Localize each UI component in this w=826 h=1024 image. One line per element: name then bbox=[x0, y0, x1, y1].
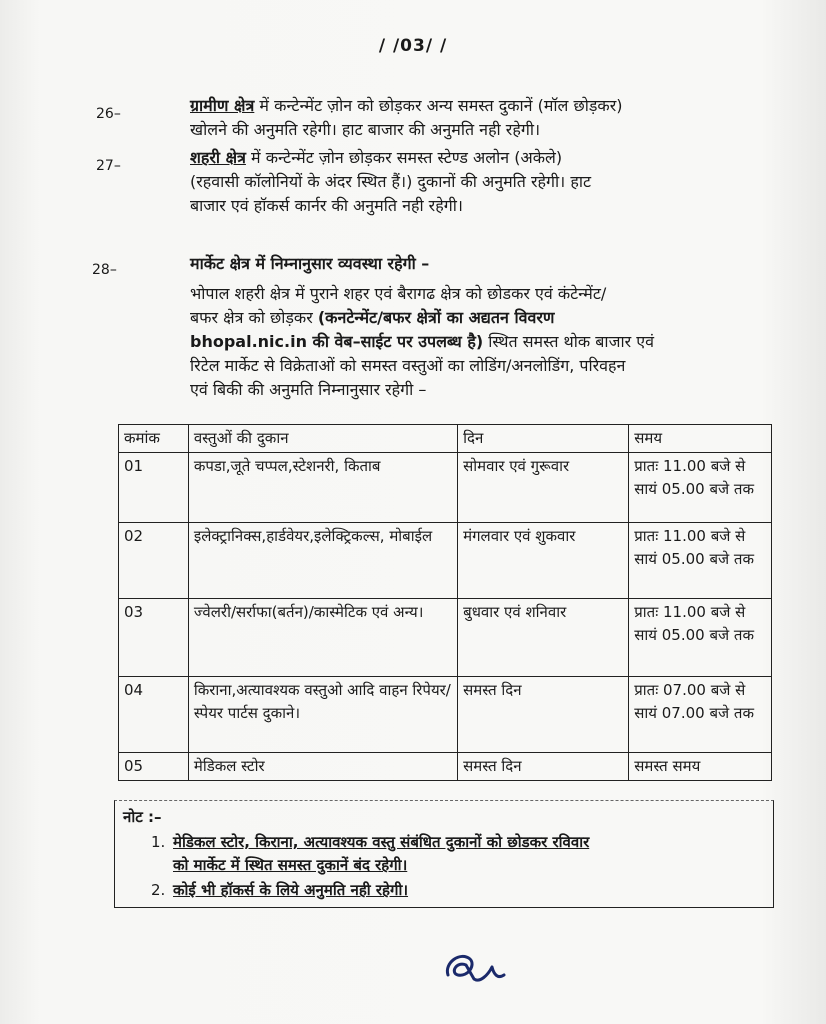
item-text: में कन्टेन्मेंट ज़ोन को छोड़कर अन्य समस्त दुकानें (मॉल छोड़कर) bbox=[254, 96, 623, 115]
item-text: बाजार एवं हॉकर्स कार्नर की अनुमति नही रहेगी। bbox=[190, 196, 463, 215]
column-header: दिन bbox=[458, 425, 629, 453]
item-text-bold: bhopal.nic.in की वेब–साईट पर उपलब्ध है) bbox=[190, 332, 484, 351]
item-text: (रहवासी कॉलोनियों के अंदर स्थित हैं।) दुकानों की अनुमति रहेगी। हाट bbox=[190, 172, 592, 191]
table-cell: सोमवार एवं गुरूवार bbox=[458, 453, 629, 523]
signature-icon bbox=[440, 945, 510, 990]
item-28-text bbox=[190, 252, 770, 402]
table-cell: 04 bbox=[119, 677, 189, 753]
column-header: समय bbox=[629, 425, 772, 453]
note-item-text: को मार्केट में स्थित समस्त दुकानें बंद रहेगी। bbox=[173, 856, 408, 874]
note-box bbox=[114, 800, 774, 908]
item-text: खोलने की अनुमति रहेगी। हाट बाजार की अनुमति नही रहेगी। bbox=[190, 120, 541, 139]
table-cell: ज्वेलरी/सर्राफा(बर्तन)/कास्मेटिक एवं अन्य। bbox=[188, 599, 457, 677]
item-text: भोपाल शहरी क्षेत्र में पुराने शहर एवं बैरागढ क्षेत्र को छोडकर एवं कंटेन्मेंट/ bbox=[190, 284, 607, 303]
note-item-text: मेडिकल स्टोर, किराना, अत्यावश्यक वस्तु संबंधित दुकानों को छोडकर रविवार bbox=[173, 833, 590, 851]
item-number: 27– bbox=[96, 158, 121, 174]
item-text: बफर क्षेत्र को छोड़कर bbox=[190, 308, 318, 327]
table-cell: 02 bbox=[119, 523, 189, 599]
note-title: नोट :– bbox=[123, 808, 162, 826]
item-lead: ग्रामीण क्षेत्र bbox=[190, 96, 255, 115]
table-row bbox=[119, 599, 772, 677]
table-cell: प्रातः 07.00 बजे से सायं 07.00 बजे तक bbox=[629, 677, 772, 753]
table-cell: 03 bbox=[119, 599, 189, 677]
table-header-row bbox=[119, 425, 772, 453]
table-cell: किराना,अत्यावश्यक वस्तुओ आदि वाहन रिपेयर/ स्पेयर पार्टस दुकाने। bbox=[188, 677, 457, 753]
note-item-number: 1. bbox=[151, 833, 166, 851]
market-schedule-table bbox=[118, 424, 772, 781]
table-cell: समस्त दिन bbox=[458, 677, 629, 753]
item-text: स्थित समस्त थोक बाजार एवं bbox=[483, 332, 654, 351]
table-cell: मेडिकल स्टोर bbox=[188, 753, 457, 781]
column-header: कमांक bbox=[119, 425, 189, 453]
table-cell: समस्त दिन bbox=[458, 753, 629, 781]
table-row bbox=[119, 453, 772, 523]
item-number: 28– bbox=[92, 262, 117, 278]
item-26-text bbox=[190, 94, 762, 142]
table-row bbox=[119, 677, 772, 753]
column-header: वस्तुओं की दुकान bbox=[188, 425, 457, 453]
item-27-text bbox=[190, 146, 762, 218]
item-number: 26– bbox=[96, 106, 121, 122]
table-cell: प्रातः 11.00 बजे से सायं 05.00 बजे तक bbox=[629, 599, 772, 677]
item-lead: शहरी क्षेत्र bbox=[190, 148, 246, 167]
item-text: रिटेल मार्केट से विक्रेताओं को समस्त वस्तुओं का लोडिंग/अनलोडिंग, परिवहन bbox=[190, 356, 626, 375]
table-cell: समस्त समय bbox=[629, 753, 772, 781]
item-text: एवं बिकी की अनुमति निम्नानुसार रहेगी – bbox=[190, 380, 427, 399]
table-cell: बुधवार एवं शनिवार bbox=[458, 599, 629, 677]
note-item-text: कोई भी हॉकर्स के लिये अनुमति नही रहेगी। bbox=[173, 881, 409, 899]
table-cell: प्रातः 11.00 बजे से सायं 05.00 बजे तक bbox=[629, 523, 772, 599]
table-cell: 01 bbox=[119, 453, 189, 523]
table-row bbox=[119, 523, 772, 599]
table-cell: इलेक्ट्रानिक्स,हार्डवेयर,इलेक्ट्रिकल्स, मोबाईल bbox=[188, 523, 457, 599]
page-number-header: / /03/ / bbox=[378, 36, 448, 56]
table-cell: मंगलवार एवं शुकवार bbox=[458, 523, 629, 599]
table-cell: कपडा,जूते चप्पल,स्टेशनरी, किताब bbox=[188, 453, 457, 523]
item-text-bold: (कनटेन्मेंट/बफर क्षेत्रों का अद्यतन विवरण bbox=[317, 308, 555, 327]
table-cell: 05 bbox=[119, 753, 189, 781]
note-item-number: 2. bbox=[151, 881, 166, 899]
table-row bbox=[119, 753, 772, 781]
item-heading: मार्केट क्षेत्र में निम्नानुसार व्यवस्था रहेगी – bbox=[190, 254, 430, 273]
item-text: में कन्टेन्मेंट ज़ोन छोड़कर समस्त स्टेण्ड अलोन (अकेले) bbox=[245, 148, 563, 167]
table-cell: प्रातः 11.00 बजे से सायं 05.00 बजे तक bbox=[629, 453, 772, 523]
